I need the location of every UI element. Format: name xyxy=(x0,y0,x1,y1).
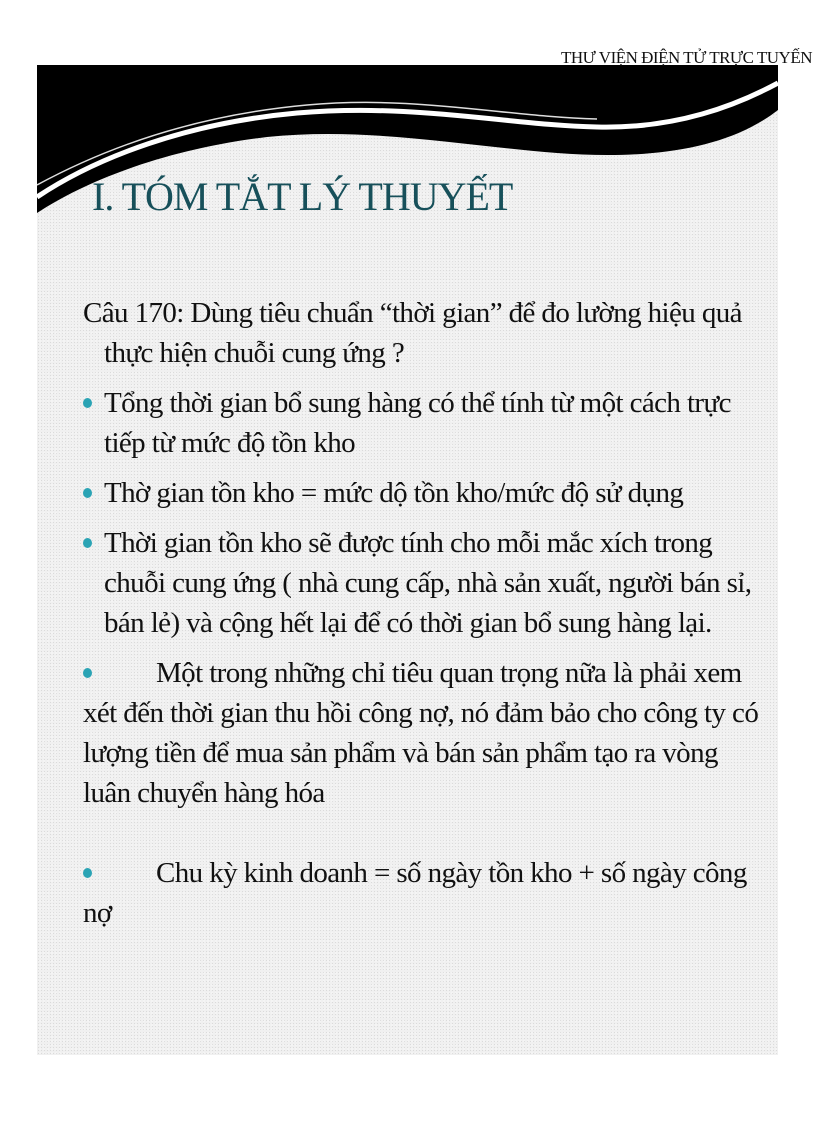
bullet-text: Chu kỳ kinh doanh = số ngày tồn kho + số ngày công nợ xyxy=(83,857,747,929)
slide xyxy=(37,65,778,1055)
question-text: Câu 170: Dùng tiêu chuẩn “thời gian” để đo lường hiệu quả thực hiện chuỗi cung ứng ? xyxy=(83,297,742,369)
bullet-dot-icon xyxy=(83,538,92,548)
bullet-text: Một trong những chỉ tiêu quan trọng nữa là phải xem xét đến thời gian thu hồi công nợ, nó đảm bảo cho công ty có lượng tiền để mua sản phẩm và bán sản phẩm tạo ra vòng luân chuyển hàng hóa xyxy=(83,657,759,809)
bullet-item xyxy=(83,523,763,643)
slide-title: I. TÓM TẮT LÝ THUYẾT xyxy=(92,174,513,219)
bullet-dot-icon xyxy=(83,668,92,678)
bullet-text: Thời gian tồn kho sẽ được tính cho mỗi mắc xích trong chuỗi cung ứng ( nhà cung cấp, nhà sản xuất, người bán sỉ, bán lẻ) và cộng hết lại để có thời gian bổ sung hàng lại. xyxy=(104,527,752,639)
bullet-item xyxy=(83,653,763,813)
bullet-dot-icon xyxy=(83,488,92,498)
watermark-header: THƯ VIỆN ĐIỆN TỬ TRỰC TUYẾN xyxy=(561,48,812,67)
bullet-dot-icon xyxy=(83,398,92,408)
bullet-dot-icon xyxy=(83,868,92,878)
bullet-text: Tổng thời gian bổ sung hàng có thể tính từ một cách trực tiếp từ mức độ tồn kho xyxy=(104,387,731,459)
bullet-text: Thờ gian tồn kho = mức dộ tồn kho/mức độ sử dụng xyxy=(104,477,684,509)
bullet-item xyxy=(83,383,763,463)
bullet-item xyxy=(83,473,763,513)
bullet-item xyxy=(83,853,763,933)
slide-content xyxy=(83,293,763,943)
